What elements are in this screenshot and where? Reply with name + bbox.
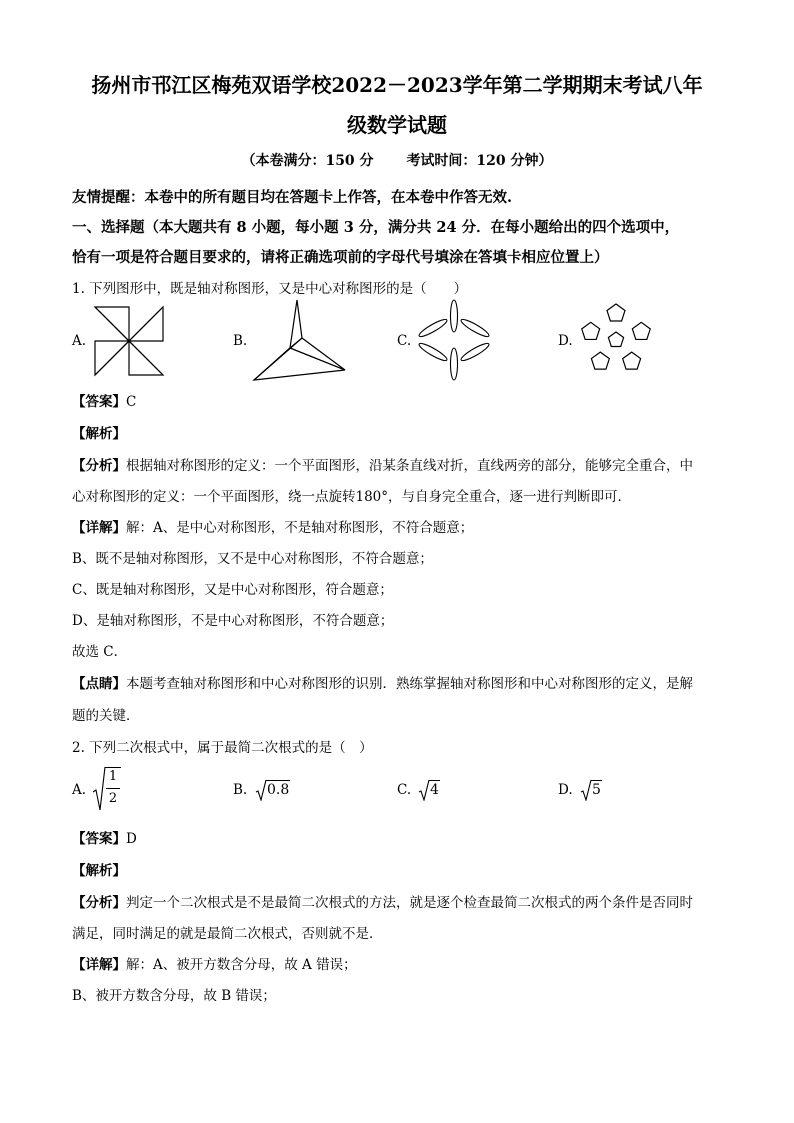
q1-detail-line-a: 【详解】解：A、是中心对称图形，不是轴对称图形，不符合题意； [72, 520, 474, 536]
radicand-b: 0.8 [267, 782, 290, 798]
q1-fenxi-line-1: 【分析】根据轴对称图形的定义：一个平面图形，沿某条直线对折，直线两旁的部分，能够完全重合，中 [72, 458, 693, 474]
section-1-heading-line-2: 恰有一项是符合题目要求的，请将正确选项前的字母代号填涂在答填卡相应位置上） [72, 249, 609, 266]
q1-detail-line-c: C、既是轴对称图形，又是中心对称图形，符合题意； [72, 582, 393, 598]
q1-choose: 故选 C． [72, 644, 128, 660]
radical-overline [591, 780, 602, 781]
q2-option-d-label: D. [558, 782, 573, 798]
q2-option-c-label: C. [397, 782, 412, 798]
answer-tag: 【答案】 [72, 831, 126, 847]
radical-overline [429, 780, 440, 781]
reminder: 友情提醒：本卷中的所有题目均在答题卡上作答，在本卷中作答无效. [72, 189, 513, 206]
q1-option-a-label: A. [72, 333, 87, 349]
radical-sign-icon [255, 779, 267, 801]
radicand-d: 5 [592, 782, 601, 798]
pentagon-flower-figure [576, 302, 656, 378]
q2-detail-line-b: B、被开方数含分母，故 B 错误； [72, 988, 276, 1004]
exam-time: 考试时间：120 分钟） [406, 153, 553, 169]
fenxi-tag: 【分析】 [72, 895, 126, 911]
q2-option-b-label: B. [233, 782, 248, 798]
radicand-c: 4 [430, 782, 439, 798]
q2-option-a-label: A. [72, 782, 87, 798]
exam-info [72, 150, 722, 170]
detail-tag: 【详解】 [72, 957, 126, 973]
radical-sign-icon [418, 779, 430, 801]
six-ellipse-flower-figure [414, 297, 494, 383]
answer-value: D [126, 831, 137, 847]
fraction-denominator: 2 [108, 791, 118, 806]
q2-analysis-tag: 【解析】 [72, 863, 126, 879]
q2-fenxi-line-2: 满足，同时满足的就是最简二次根式，否则就不是． [72, 926, 383, 942]
radical-overline [105, 767, 121, 768]
radical-sign-icon [92, 766, 106, 812]
answer-tag: 【答案】 [72, 394, 126, 410]
exam-title-line-1: 扬州市邗江区梅苑双语学校2022－2023学年第二学期期末考试八年 [91, 73, 703, 97]
fraction-numerator: 1 [108, 769, 118, 784]
q2-stem: 2. 下列二次根式中，属于最简二次根式的是（ ） [72, 740, 373, 756]
q2-answer [72, 827, 137, 847]
q1-dianjing-line-2: 题的关键． [72, 708, 140, 724]
q1-detail-line-b: B、既不是轴对称图形，又不是中心对称图形，不符合题意； [72, 551, 433, 567]
q2-detail-line-a: 【详解】解：A、被开方数含分母，故 A 错误； [72, 957, 357, 973]
section-1-heading-line-1: 一、选择题（本大题共有 8 小题，每小题 3 分，满分共 24 分．在每小题给出的四个选项中， [72, 219, 680, 236]
radical-overline [266, 780, 290, 781]
fraction-bar [106, 788, 120, 789]
q1-analysis-tag: 【解析】 [72, 426, 126, 442]
q1-option-d-label: D. [558, 333, 573, 349]
q1-option-b-label: B. [233, 333, 248, 349]
exam-title-line-2: 级数学试题 [347, 113, 447, 137]
q1-detail-line-d: D、是轴对称图形，不是中心对称图形，不符合题意； [72, 613, 394, 629]
q1-option-c-label: C. [397, 333, 412, 349]
q2-fenxi-line-1: 【分析】判定一个二次根式是不是最简二次根式的方法，就是逐个检查最简二次根式的两个条件是否同时 [72, 895, 693, 911]
pinwheel-figure [93, 305, 165, 377]
q1-fenxi-line-2: 心对称图形的定义：一个平面图形，绕一点旋转180°，与自身完全重合，逐一进行判断即可． [72, 489, 632, 505]
three-pointed-star-figure [250, 298, 350, 382]
q1-stem: 1. 下列图形中，既是轴对称图形，又是中心对称图形的是（ ） [72, 281, 468, 297]
radical-sign-icon [580, 779, 592, 801]
full-score: （本卷满分：150 分 [241, 153, 374, 169]
q1-answer [72, 390, 136, 410]
detail-tag: 【详解】 [72, 520, 126, 536]
answer-value: C [126, 394, 137, 410]
q1-dianjing-line-1: 【点睛】本题考查轴对称图形和中心对称图形的识别．熟练掌握轴对称图形和中心对称图形的定义，是解 [72, 676, 693, 692]
dianjing-tag: 【点睛】 [72, 676, 126, 692]
fenxi-tag: 【分析】 [72, 458, 126, 474]
